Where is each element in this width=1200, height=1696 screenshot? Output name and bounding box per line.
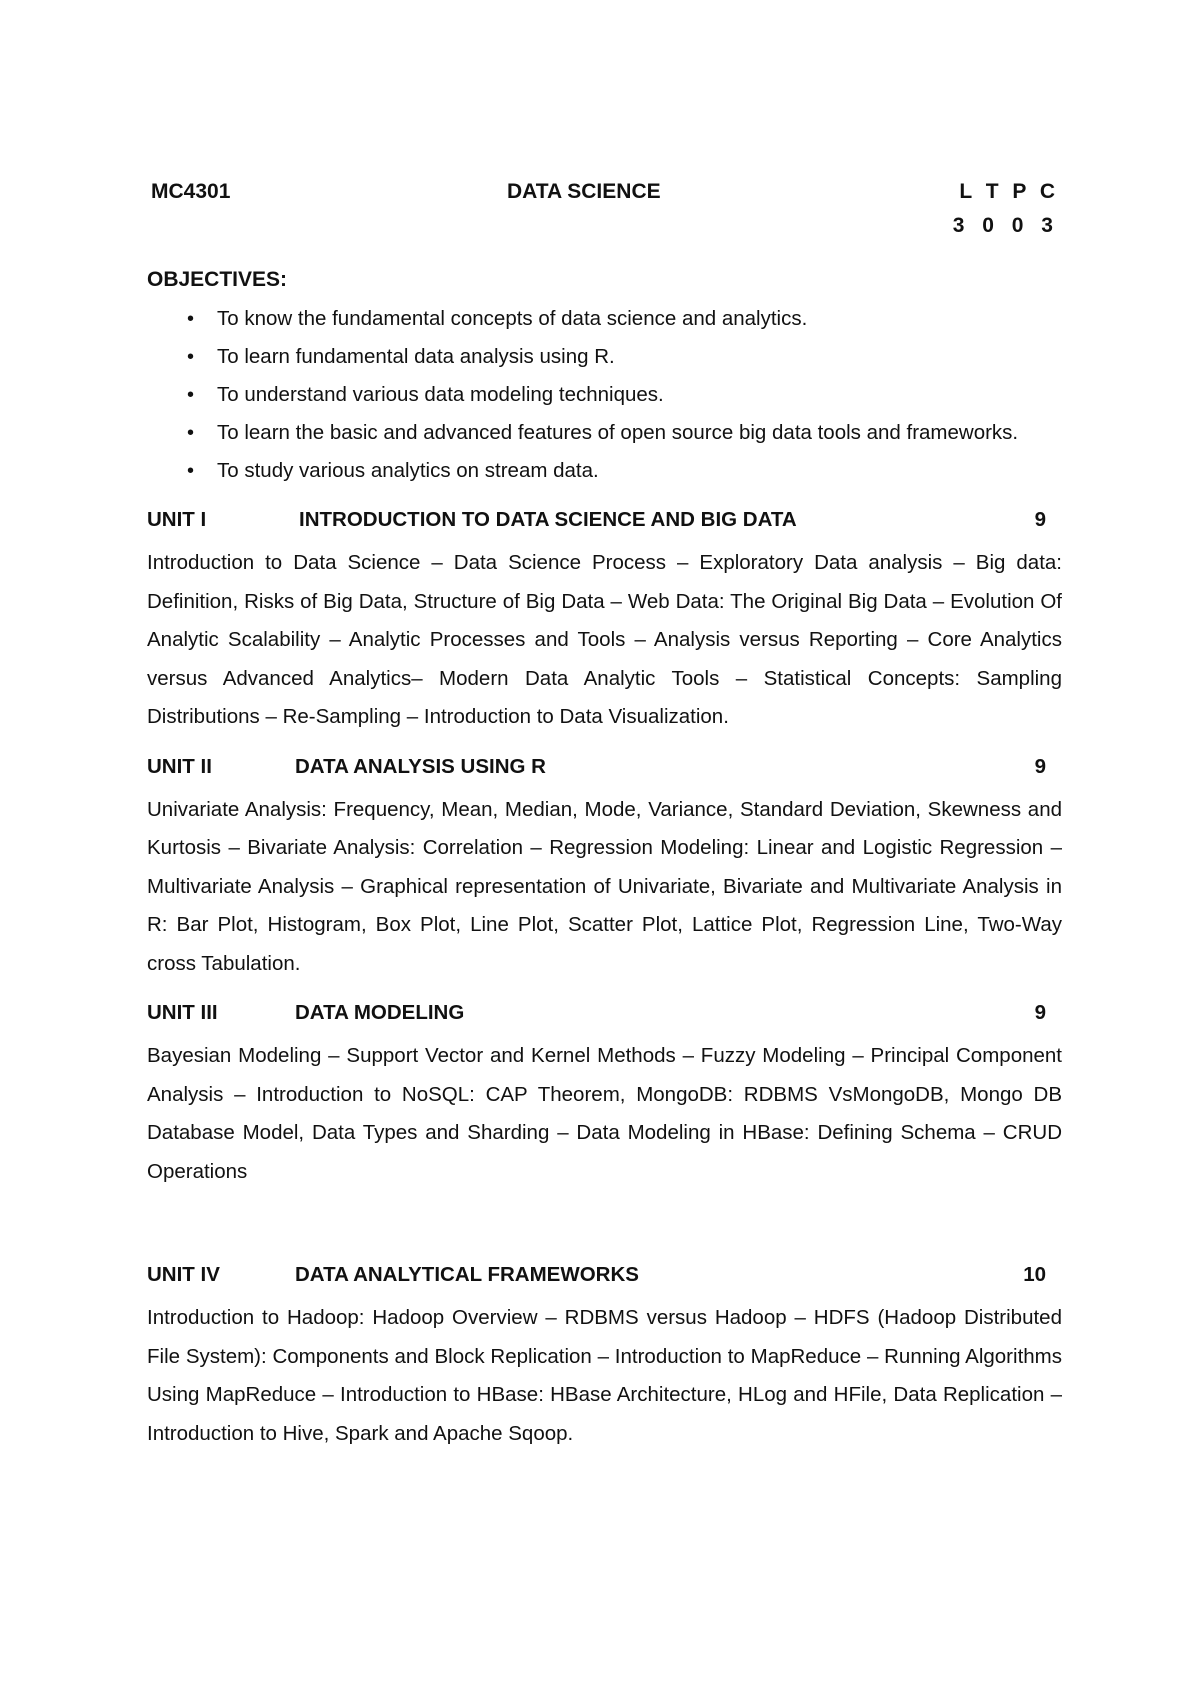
unit-hours: 10 (1023, 1263, 1046, 1286)
unit-heading (147, 755, 1062, 791)
unit-hours: 9 (1034, 754, 1046, 778)
unit-hours: 9 (1034, 1001, 1046, 1024)
unit-heading (147, 1001, 1062, 1037)
unit-number: UNIT III (147, 1001, 218, 1024)
unit-section-1 (147, 508, 1062, 737)
objective-item: • To learn fundamental data analysis using R. (187, 338, 1062, 376)
course-code: MC4301 (151, 180, 231, 203)
unit-section-2 (147, 755, 1062, 984)
objective-item: • To know the fundamental concepts of data science and analytics. (187, 300, 1062, 338)
unit-number: UNIT II (147, 754, 212, 778)
unit-title: DATA ANALYTICAL FRAMEWORKS (295, 1263, 639, 1286)
unit-section-3 (147, 1001, 1062, 1191)
objective-item: • To learn the basic and advanced features of open source big data tools and frameworks. (187, 414, 1062, 452)
course-title: DATA SCIENCE (507, 180, 661, 203)
unit-content: Introduction to Data Science – Data Science Process – Exploratory Data analysis – Big data: Definition, Risks of Big Data, Structure of Big Data – Web Data: The Original Big Data – Evolution Of Analytic Scalability – Analytic Processes and Tools – Analysis versus Reporting – Core Analytics versus Advanced Analytics– Modern Data Analytic Tools – Statistical Concepts: Sampling Distributions – Re-Sampling – Introduction to Data Visualization. (147, 551, 1062, 728)
unit-number: UNIT IV (147, 1263, 220, 1286)
course-header (147, 180, 1062, 214)
objective-item: • To understand various data modeling techniques. (187, 376, 1062, 414)
ltpc-label: L T P C (959, 180, 1059, 203)
ltpc-values-row (147, 214, 1062, 248)
unit-content: Bayesian Modeling – Support Vector and Kernel Methods – Fuzzy Modeling – Principal Component Analysis – Introduction to NoSQL: CAP Theorem, MongoDB: RDBMS VsMongoDB, Mongo DB Database Model, Data Types and Sharding – Data Modeling in HBase: Defining Schema – CRUD Operations (147, 1044, 1062, 1183)
syllabus-page (147, 180, 1062, 1453)
unit-hours: 9 (1034, 508, 1046, 531)
objectives-list (147, 300, 1062, 490)
objective-item: • To study various analytics on stream data. (187, 452, 1062, 490)
unit-heading (147, 508, 1062, 544)
ltpc-values: 3 0 0 3 (952, 214, 1059, 237)
unit-content: Univariate Analysis: Frequency, Mean, Median, Mode, Variance, Standard Deviation, Skewness and Kurtosis – Bivariate Analysis: Correlation – Regression Modeling: Linear and Logistic Regression – Multivariate Analysis – Graphical representation of Univariate, Bivariate and Multivariate Analysis in R: Bar Plot, Histogram, Box Plot, Line Plot, Scatter Plot, Lattice Plot, Regression Line, Two-Way cross Tabulation. (147, 797, 1062, 975)
unit-number: UNIT I (147, 508, 207, 531)
objectives-heading: OBJECTIVES: (147, 268, 288, 291)
unit-heading (147, 1263, 1062, 1299)
unit-section-4 (147, 1263, 1062, 1453)
unit-title: DATA MODELING (295, 1001, 465, 1024)
unit-content: Introduction to Hadoop: Hadoop Overview – RDBMS versus Hadoop – HDFS (Hadoop Distributed File System): Components and Block Replication – Introduction to MapReduce – Running Algorithms Using MapReduce – Introduction to HBase: HBase Architecture, HLog and HFile, Data Replication – Introduction to Hive, Spark and Apache Sqoop. (147, 1306, 1062, 1445)
unit-title: INTRODUCTION TO DATA SCIENCE AND BIG DATA (299, 508, 797, 531)
unit-title: DATA ANALYSIS USING R (295, 754, 546, 778)
